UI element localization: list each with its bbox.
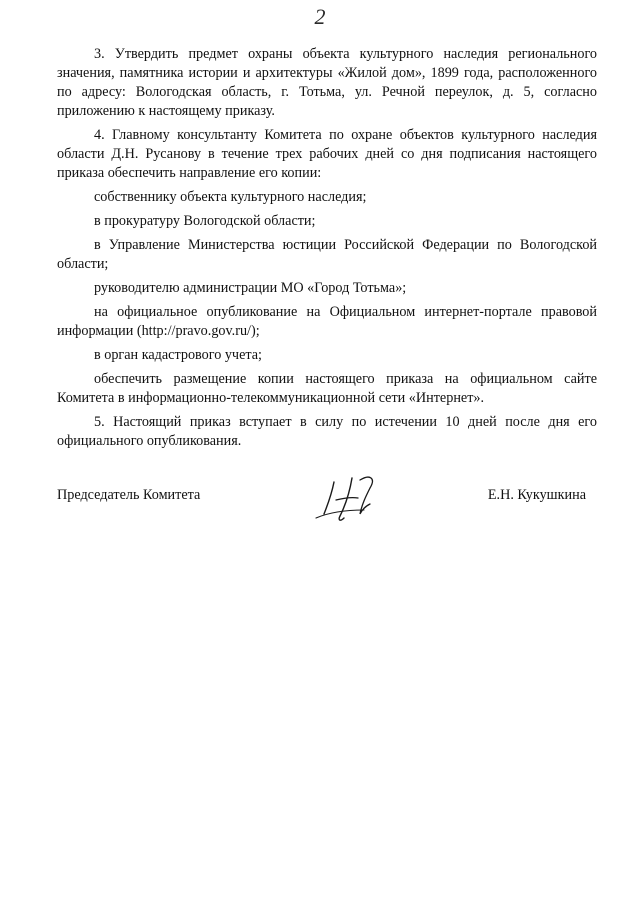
recipient-administration: руководителю администрации МО «Город Тотьма»; [94,280,407,296]
page-number: 2 [314,4,326,29]
document-body [57,45,597,451]
signatory-position: Председатель Комитета [57,487,201,503]
paragraph-item-3: 3. Утвердить предмет охраны объекта культурного наследия регионального значения, памятника истории и архитектуры «Жилой дом», 1899 года, расположенного по адресу: Вологодская область, г. Тотьма, ул. Речной переулок, д. 5, согласно приложению к настоящему приказу. [57,46,597,119]
recipient-cadastral: в орган кадастрового учета; [94,347,262,363]
handwritten-signature-icon [312,470,392,530]
recipient-publication: на официальное опубликование на Официальном интернет-портале правовой информации (http://pravo.gov.ru/); [57,304,597,339]
recipient-prosecutor: в прокуратуру Вологодской области; [94,213,316,229]
website-publication: обеспечить размещение копии настоящего приказа на официальном сайте Комитета в информационно-телекоммуникационной сети «Интернет». [57,371,597,406]
recipient-owner: собственнику объекта культурного наследия; [94,189,367,205]
signatory-name: Е.Н. Кукушкина [487,487,586,503]
paragraph-item-4: 4. Главному консультанту Комитета по охране объектов культурного наследия области Д.Н. Русанову в течение трех рабочих дней со дня подписания настоящего приказа обеспечить направление его копии: [57,127,597,181]
paragraph-item-5: 5. Настоящий приказ вступает в силу по истечении 10 дней после дня его официального опубликования. [57,414,597,449]
recipient-justice-ministry: в Управление Министерства юстиции Российской Федерации по Вологодской области; [57,237,597,272]
